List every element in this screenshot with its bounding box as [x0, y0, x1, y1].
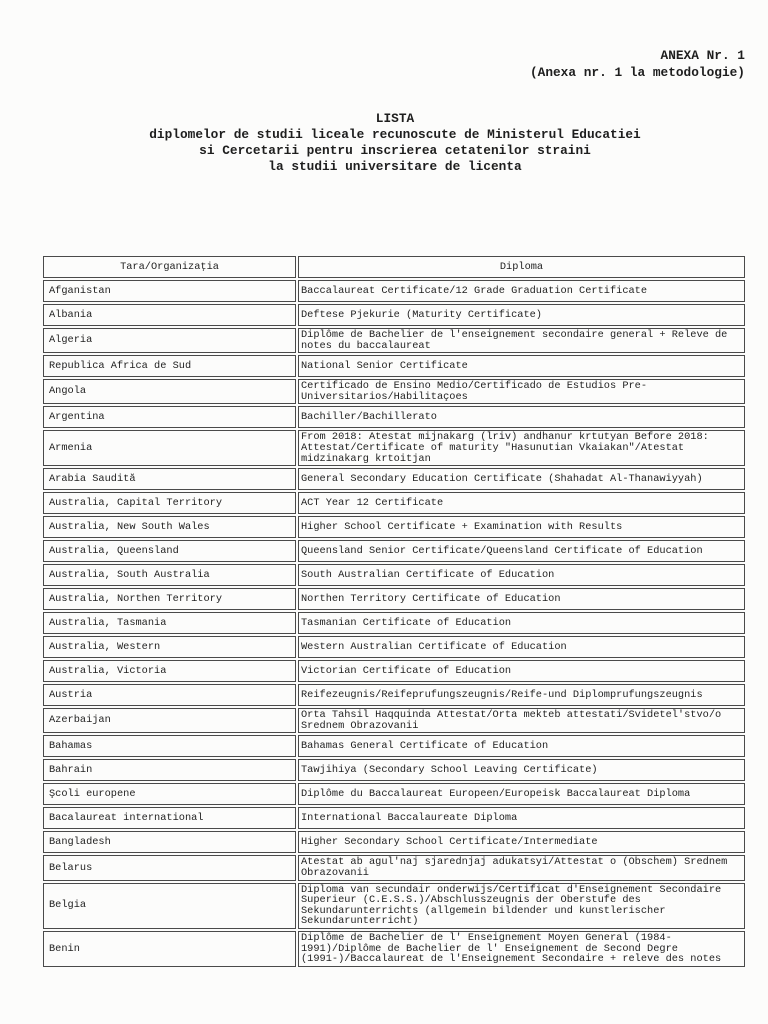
diploma-cell: International Baccalaureate Diploma — [298, 807, 745, 829]
diploma-cell: From 2018: Atestat mijnakarg (lriv) andhanur krtutyan Before 2018: Attestat/Certificate of maturity "Hasunutian Vkaiakan"/Atestat midzinakarg krtoitjan — [298, 430, 745, 466]
table-row — [43, 831, 745, 853]
annex-title: ANEXA Nr. 1 — [660, 48, 745, 63]
diploma-cell: Diplôme du Baccalaureat Europeen/Europeisk Baccalaureat Diploma — [298, 783, 745, 805]
diploma-cell: Bahamas General Certificate of Education — [298, 735, 745, 757]
table-row — [43, 430, 745, 466]
diploma-cell: Tasmanian Certificate of Education — [298, 612, 745, 634]
country-cell: Bahamas — [43, 735, 296, 757]
table-row — [43, 280, 745, 302]
diploma-cell: Baccalaureat Certificate/12 Grade Graduation Certificate — [298, 280, 745, 302]
diploma-cell: ACT Year 12 Certificate — [298, 492, 745, 514]
table-row — [43, 735, 745, 757]
table-row — [43, 708, 745, 733]
country-cell: Austria — [43, 684, 296, 706]
diploma-cell: Bachiller/Bachillerato — [298, 406, 745, 428]
country-cell: Afganistan — [43, 280, 296, 302]
diploma-cell: South Australian Certificate of Education — [298, 564, 745, 586]
diploma-cell: National Senior Certificate — [298, 355, 745, 377]
table-row — [43, 516, 745, 538]
country-cell: Albania — [43, 304, 296, 326]
column-header-diploma: Diploma — [298, 256, 745, 278]
table-row — [43, 636, 745, 658]
country-cell: Australia, Capital Territory — [43, 492, 296, 514]
table-row — [43, 379, 745, 404]
column-header-country: Tara/Organizaţia — [43, 256, 296, 278]
diploma-cell: Western Australian Certificate of Education — [298, 636, 745, 658]
country-cell: Şcoli europene — [43, 783, 296, 805]
diploma-cell: Queensland Senior Certificate/Queensland Certificate of Education — [298, 540, 745, 562]
country-cell: Australia, Northen Territory — [43, 588, 296, 610]
country-cell: Azerbaijan — [43, 708, 296, 733]
table-row — [43, 328, 745, 353]
document-heading — [22, 111, 768, 175]
diploma-cell: Higher Secondary School Certificate/Intermediate — [298, 831, 745, 853]
country-cell: Armenia — [43, 430, 296, 466]
country-cell: Benin — [43, 931, 296, 967]
diploma-cell: Diplôme de Bachelier de l'enseignement secondaire general + Releve de notes du baccalaureat — [298, 328, 745, 353]
country-cell: Australia, New South Wales — [43, 516, 296, 538]
diploma-cell: Higher School Certificate + Examination with Results — [298, 516, 745, 538]
country-cell: Angola — [43, 379, 296, 404]
table-row — [43, 492, 745, 514]
diploma-cell: Northen Territory Certificate of Education — [298, 588, 745, 610]
table-row — [43, 406, 745, 428]
annex-header — [530, 47, 745, 81]
diploma-cell: General Secondary Education Certificate (Shahadat Al-Thanawiyyah) — [298, 468, 745, 490]
country-cell: Australia, Victoria — [43, 660, 296, 682]
diploma-cell: Diploma van secundair onderwijs/Certificat d'Enseignement Secondaire Superieur (C.E.S.S.)/Abschlusszeugnis der Oberstufe des Sekundarunterrichts (allgemein bildender und kunstlerischer Sekundarunterricht) — [298, 883, 745, 929]
heading-line: diplomelor de studii liceale recunoscute de Ministerul Educatiei — [149, 127, 641, 142]
country-cell: Belarus — [43, 855, 296, 880]
country-cell: Republica Africa de Sud — [43, 355, 296, 377]
table-row — [43, 564, 745, 586]
diploma-table — [41, 254, 747, 969]
country-cell: Bahrain — [43, 759, 296, 781]
table-row — [43, 660, 745, 682]
table-row — [43, 468, 745, 490]
table-header — [43, 256, 745, 278]
heading-line: si Cercetarii pentru inscrierea cetatenilor straini — [199, 143, 591, 158]
table-row — [43, 783, 745, 805]
table-row — [43, 759, 745, 781]
diploma-cell: Reifezeugnis/Reifeprufungszeugnis/Reife-und Diplomprufungszeugnis — [298, 684, 745, 706]
country-cell: Algeria — [43, 328, 296, 353]
country-cell: Australia, Western — [43, 636, 296, 658]
table-row — [43, 304, 745, 326]
diploma-cell: Tawjihiya (Secondary School Leaving Certificate) — [298, 759, 745, 781]
table-row — [43, 355, 745, 377]
table-row — [43, 540, 745, 562]
diploma-cell: Deftese Pjekurie (Maturity Certificate) — [298, 304, 745, 326]
table-row — [43, 684, 745, 706]
table-header-row — [43, 256, 745, 278]
country-cell: Bacalaureat international — [43, 807, 296, 829]
table-body — [43, 280, 745, 967]
diploma-cell: Orta Tahsil Haqquinda Attestat/Orta mekteb attestati/Svidetel'stvo/o Srednem Obrazovanii — [298, 708, 745, 733]
country-cell: Australia, Queensland — [43, 540, 296, 562]
table-row — [43, 931, 745, 967]
annex-subtitle: (Anexa nr. 1 la metodologie) — [529, 65, 745, 80]
table-row — [43, 855, 745, 880]
table-row — [43, 883, 745, 929]
country-cell: Bangladesh — [43, 831, 296, 853]
country-cell: Arabia Saudită — [43, 468, 296, 490]
country-cell: Australia, South Australia — [43, 564, 296, 586]
country-cell: Australia, Tasmania — [43, 612, 296, 634]
diploma-cell: Diplôme de Bachelier de l' Enseignement Moyen General (1984-1991)/Diplôme de Bachelier de l' Enseignement de Second Degre (1991-)/Baccalaureat de l'Enseignement Secondaire + releve des notes — [298, 931, 745, 967]
country-cell: Belgia — [43, 883, 296, 929]
diploma-cell: Certificado de Ensino Medio/Certificado de Estudios Pre-Universitarios/Habilitaçoes — [298, 379, 745, 404]
table-row — [43, 807, 745, 829]
heading-line: LISTA — [375, 111, 415, 126]
heading-line: la studii universitare de licenta — [268, 159, 522, 174]
table-row — [43, 588, 745, 610]
diploma-cell: Atestat ab agul'naj sjarednjaj adukatsyi/Attestat o (Obschem) Srednem Obrazovanii — [298, 855, 745, 880]
country-cell: Argentina — [43, 406, 296, 428]
diploma-cell: Victorian Certificate of Education — [298, 660, 745, 682]
table-row — [43, 612, 745, 634]
